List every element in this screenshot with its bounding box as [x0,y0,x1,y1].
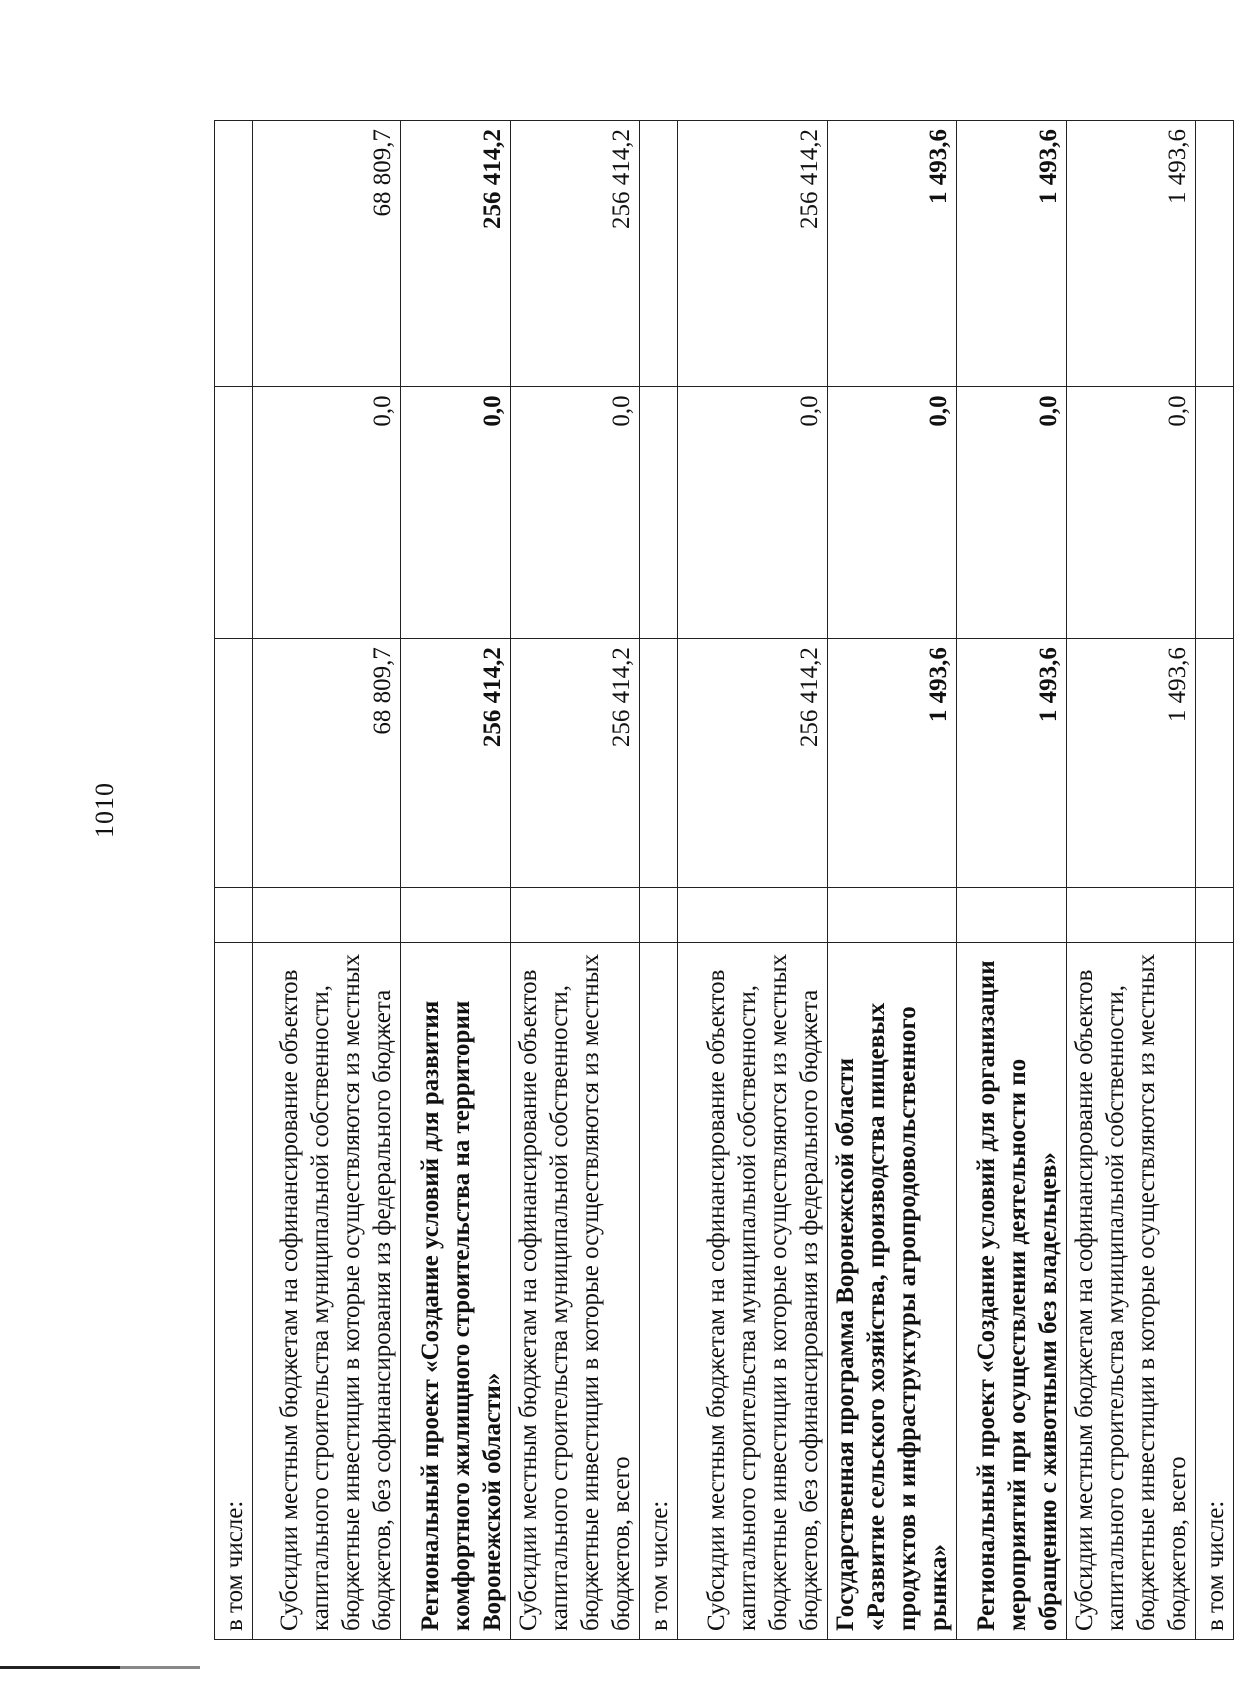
value-cell-v1: 1 493,6 [957,639,1067,888]
code-cell [828,888,957,943]
row-name-cell [1067,943,1196,1640]
value-cell-v2: 0,0 [828,387,957,639]
page-number: 1010 [90,782,119,838]
value-cell-v2: 0,0 [253,387,401,639]
code-cell [678,888,828,943]
table-row [640,121,678,1640]
value-cell-v1 [1196,639,1234,888]
row-name: Государственная программа Воронежской области «Развитие сельского хозяйства, производства пищевых продуктов и инфраструктуры агропродовольственного рынка» [832,1002,952,1631]
table-row [1196,121,1234,1640]
code-cell [215,888,253,943]
row-name-cell [511,943,640,1640]
budget-table [214,120,1234,1640]
value-cell-v2: 0,0 [957,387,1067,639]
table-row [678,121,828,1640]
value-cell-v3: 256 414,2 [511,121,640,387]
value-cell-v1: 256 414,2 [678,639,828,888]
row-name-cell [253,943,401,1640]
value-cell-v1: 1 493,6 [828,639,957,888]
scan-edge-line [0,1666,200,1669]
row-name-cell [640,943,678,1640]
row-name: в том числе: [1202,1500,1229,1631]
value-cell-v1: 256 414,2 [511,639,640,888]
code-cell [640,888,678,943]
table-row [957,121,1067,1640]
value-cell-v1: 68 809,7 [253,639,401,888]
value-cell-v3: 1 493,6 [957,121,1067,387]
code-cell [511,888,640,943]
value-cell-v1: 256 414,2 [401,639,511,888]
value-cell-v3: 256 414,2 [401,121,511,387]
value-cell-v3 [1196,121,1234,387]
value-cell-v1 [640,639,678,888]
row-name: Субсидии местным бюджетам на софинансирование объектов капитального строительства муниципальной собственности, бюджетные инвестиции в которые осуществляются из местных бюджетов, всего [515,953,635,1631]
value-cell-v2 [215,387,253,639]
row-name: Региональный проект «Создание условий для организации мероприятий при осуществлении деятельности по обращению с животными без владельцев» [973,960,1062,1631]
value-cell-v2: 0,0 [678,387,828,639]
value-cell-v2: 0,0 [1067,387,1196,639]
table-row [1067,121,1196,1640]
row-name-cell [957,943,1067,1640]
budget-table-rotated [214,120,1229,1640]
code-cell [957,888,1067,943]
table-row [511,121,640,1640]
value-cell-v1: 1 493,6 [1067,639,1196,888]
budget-table-body [215,121,1234,1640]
code-cell [253,888,401,943]
row-name: Региональный проект «Создание условий для развития комфортного жилищного строительства на территории Воронежской области» [417,1000,506,1631]
value-cell-v2 [1196,387,1234,639]
row-name-cell [401,943,511,1640]
table-row [828,121,957,1640]
value-cell-v2: 0,0 [401,387,511,639]
row-name-cell [828,943,957,1640]
value-cell-v3: 68 809,7 [253,121,401,387]
row-name: Субсидии местным бюджетам на софинансирование объектов капитального строительства муниципальной собственности, бюджетные инвестиции в которые осуществляются из местных бюджетов, без софинансирования из федерального бюджета [276,953,396,1631]
value-cell-v3: 1 493,6 [1067,121,1196,387]
table-row [401,121,511,1640]
code-cell [401,888,511,943]
value-cell-v2 [640,387,678,639]
row-name: Субсидии местным бюджетам на софинансирование объектов капитального строительства муниципальной собственности, бюджетные инвестиции в которые осуществляются из местных бюджетов, всего [1071,953,1191,1631]
value-cell-v3 [215,121,253,387]
value-cell-v3: 1 493,6 [828,121,957,387]
code-cell [1196,888,1234,943]
code-cell [1067,888,1196,943]
table-row [215,121,253,1640]
row-name-cell [1196,943,1234,1640]
value-cell-v3 [640,121,678,387]
row-name: в том числе: [646,1500,673,1631]
row-name-cell [678,943,828,1640]
value-cell-v2: 0,0 [511,387,640,639]
value-cell-v1 [215,639,253,888]
row-name: Субсидии местным бюджетам на софинансирование объектов капитального строительства муниципальной собственности, бюджетные инвестиции в которые осуществляются из местных бюджетов, без софинансирования из федерального бюджета [703,953,823,1631]
table-row [253,121,401,1640]
row-name-cell [215,943,253,1640]
value-cell-v3: 256 414,2 [678,121,828,387]
row-name: в том числе: [221,1500,248,1631]
